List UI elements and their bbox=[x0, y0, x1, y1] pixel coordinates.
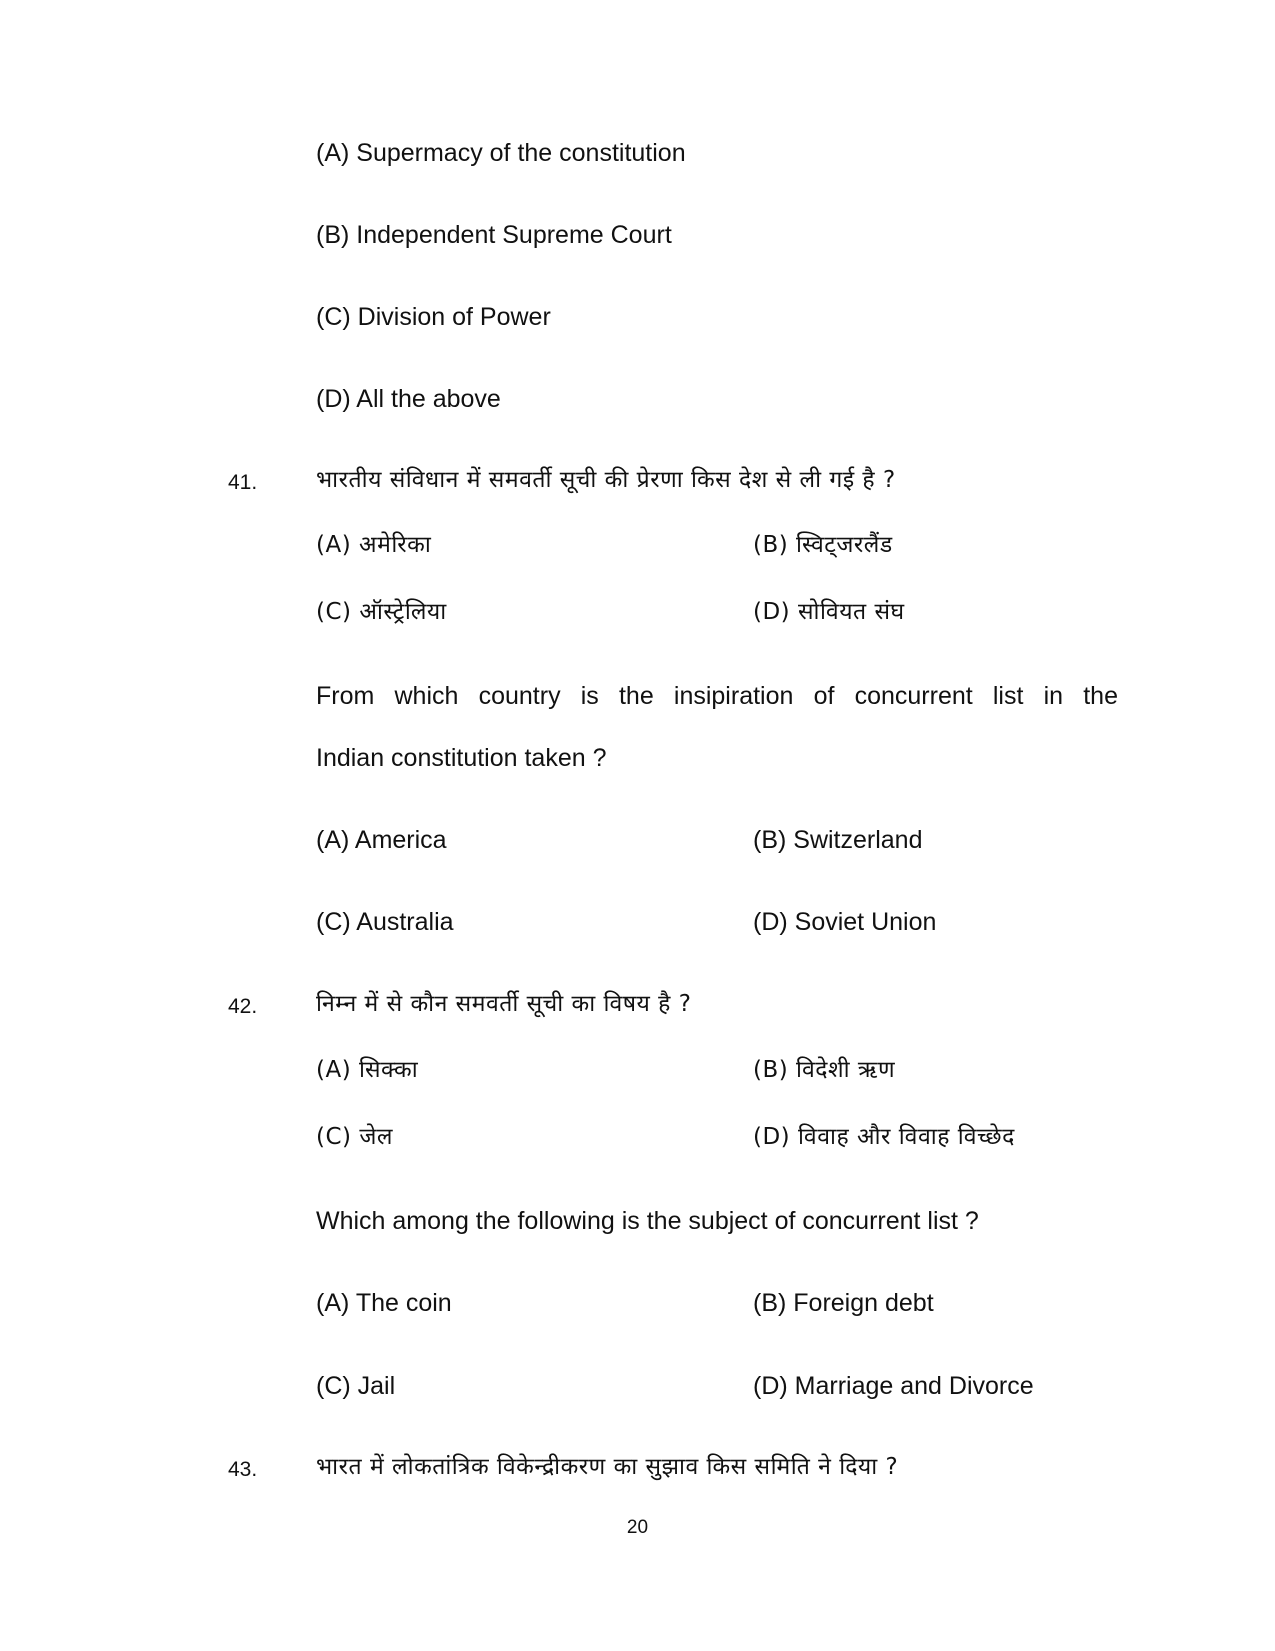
q40-option-d: (D) All the above bbox=[316, 385, 501, 413]
q41-option-a-english: (A) America bbox=[316, 826, 447, 854]
q41-number: 41. bbox=[228, 471, 258, 494]
q42-option-d-hindi: (D) विवाह और विवाह विच्छेद bbox=[753, 1124, 1015, 1150]
q41-question-english-line1: From which country is the insipiration of concurrent list in the bbox=[316, 682, 1118, 710]
q40-option-b: (B) Independent Supreme Court bbox=[316, 221, 672, 249]
q41-option-b-english: (B) Switzerland bbox=[753, 826, 923, 854]
q42-option-c-hindi: (C) जेल bbox=[316, 1124, 393, 1150]
q41-question-english-line2: Indian constitution taken ? bbox=[316, 744, 607, 772]
q42-option-b-hindi: (B) विदेशी ऋण bbox=[753, 1057, 896, 1083]
q42-option-a-hindi: (A) सिक्का bbox=[316, 1057, 419, 1083]
page-number: 20 bbox=[626, 1517, 649, 1538]
q42-option-d-english: (D) Marriage and Divorce bbox=[753, 1372, 1034, 1400]
q42-question-english: Which among the following is the subject of concurrent list ? bbox=[316, 1207, 979, 1235]
q42-option-b-english: (B) Foreign debt bbox=[753, 1289, 934, 1317]
q43-question-hindi: भारत में लोकतांत्रिक विकेन्द्रीकरण का सुझाव किस समिति ने दिया ? bbox=[316, 1454, 899, 1480]
q41-option-a-hindi: (A) अमेरिका bbox=[316, 532, 432, 558]
q40-option-a: (A) Supermacy of the constitution bbox=[316, 139, 686, 167]
q42-option-c-english: (C) Jail bbox=[316, 1372, 396, 1400]
q41-question-hindi: भारतीय संविधान में समवर्ती सूची की प्रेरणा किस देश से ली गई है ? bbox=[316, 467, 896, 493]
q42-option-a-english: (A) The coin bbox=[316, 1289, 452, 1317]
q40-option-c: (C) Division of Power bbox=[316, 303, 551, 331]
q41-option-c-hindi: (C) ऑस्ट्रेलिया bbox=[316, 599, 447, 625]
q41-option-c-english: (C) Australia bbox=[316, 908, 454, 936]
q42-number: 42. bbox=[228, 995, 258, 1018]
q41-option-d-english: (D) Soviet Union bbox=[753, 908, 937, 936]
q41-option-b-hindi: (B) स्विट्जरलैंड bbox=[753, 532, 893, 558]
q43-number: 43. bbox=[228, 1458, 258, 1481]
q42-question-hindi: निम्न में से कौन समवर्ती सूची का विषय है ? bbox=[316, 991, 692, 1017]
q41-option-d-hindi: (D) सोवियत संघ bbox=[753, 599, 905, 625]
